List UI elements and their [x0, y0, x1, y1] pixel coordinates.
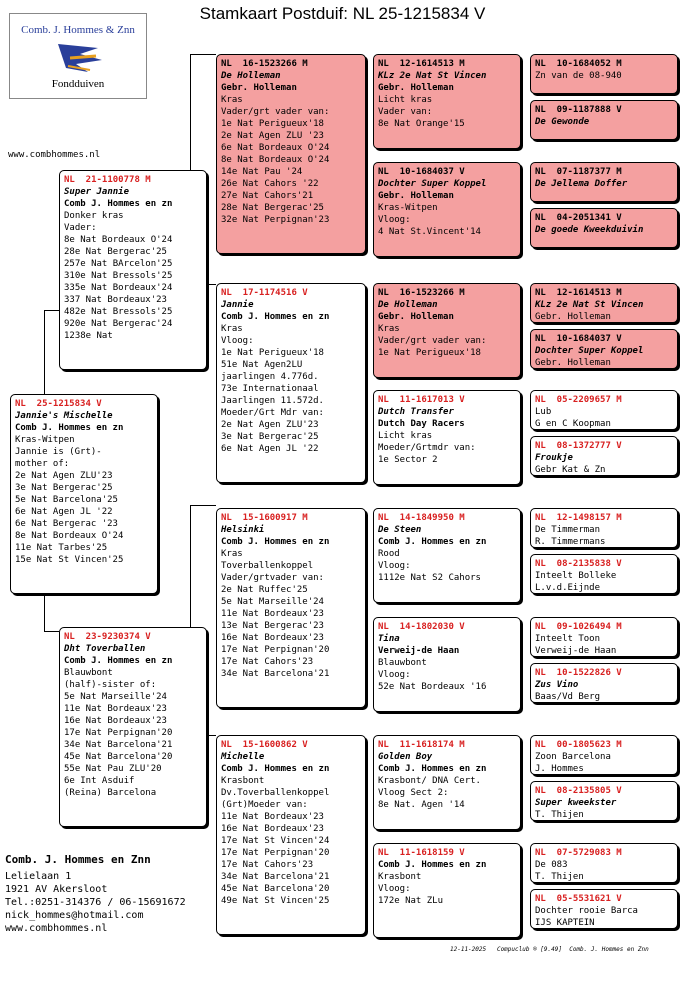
pedigree-card-g2	[530, 100, 678, 140]
card-line: 8e Nat Bordeaux O'24	[15, 531, 124, 541]
ring-number: NL 04-2051341 V	[535, 213, 622, 223]
ring-number: NL 17-1174516 V	[221, 288, 308, 298]
card-line: 6e Int Asduif	[64, 776, 135, 786]
card-line: Gebr. Holleman	[535, 358, 611, 368]
pigeon-name: KLz 2e Nat St Vincen	[378, 71, 487, 81]
card-line: 27e Nat Cahors'21	[221, 191, 314, 201]
pigeon-name: Dochter Super Koppel	[535, 346, 644, 356]
connector	[190, 54, 216, 55]
pigeon-name: Helsinki	[221, 525, 265, 535]
card-line: 52e Nat Bordeaux '16	[378, 682, 487, 692]
card-line: 8e Nat. Agen '14	[378, 800, 465, 810]
pigeon-name: Tina	[378, 634, 400, 644]
card-line: Zn van de 08-940	[535, 71, 622, 81]
card-line: 11e Nat Bordeaux'23	[221, 812, 324, 822]
card-line: Inteelt Toon	[535, 634, 601, 644]
pedigree-card-g9	[530, 508, 678, 548]
pedigree-card-fff	[373, 54, 521, 149]
card-line: 32e Nat Perpignan'23	[221, 215, 330, 225]
pedigree-card-ffm	[373, 162, 521, 257]
card-line: 17e Nat Cahors'23	[221, 657, 314, 667]
card-line: Krasbont	[378, 872, 422, 882]
pedigree-card-g15	[530, 843, 678, 883]
pedigree-card-g1	[530, 54, 678, 94]
card-line: Kras	[378, 324, 400, 334]
pedigree-card-mfm	[373, 617, 521, 712]
ring-number: NL 12-1614513 M	[535, 288, 622, 298]
card-line: 8e Nat Bordeaux O'24	[221, 155, 330, 165]
card-line: Vloog:	[378, 884, 411, 894]
card-line: Comb J. Hommes en zn	[221, 537, 330, 547]
owner-name: Comb. J. Hommes en Znn	[5, 853, 151, 866]
logo-text: Comb. J. Hommes & Znn	[21, 24, 135, 36]
card-line: Toverballenkoppel	[221, 561, 314, 571]
card-line: 1e Nat Perigueux'18	[221, 348, 324, 358]
card-line: 34e Nat Barcelona'21	[221, 669, 330, 679]
card-line: Comb J. Hommes en zn	[64, 199, 173, 209]
card-line: Jaarlingen 11.572d.	[221, 396, 324, 406]
card-line: 16e Nat Bordeaux'23	[221, 824, 324, 834]
card-line: 15e Nat St Vincen'25	[15, 555, 124, 565]
card-line: Baas/Vd Berg	[535, 692, 601, 702]
ring-number: NL 11-1618159 V	[378, 848, 465, 858]
card-line: Blauwbont	[64, 668, 113, 678]
card-line: 11e Nat Bordeaux'23	[221, 609, 324, 619]
owner-phone: Tel.:0251-314376 / 06-15691672	[5, 897, 186, 908]
card-line: 8e Nat Orange'15	[378, 119, 465, 129]
card-line: Comb J. Hommes en zn	[64, 656, 173, 666]
card-line: 14e Nat Pau '24	[221, 167, 303, 177]
ring-number: NL 09-1187888 V	[535, 105, 622, 115]
connector	[44, 591, 59, 632]
ring-number: NL 05-2209657 M	[535, 395, 622, 405]
pigeon-name: Froukje	[535, 453, 573, 463]
card-line: 3e Nat Bergerac'25	[221, 432, 319, 442]
ring-number: NL 00-1805623 M	[535, 740, 622, 750]
card-line: Comb J. Hommes en zn	[221, 764, 330, 774]
pigeon-name: Michelle	[221, 752, 265, 762]
card-line: Rood	[378, 549, 400, 559]
owner-email[interactable]: nick_hommes@hotmail.com	[5, 910, 144, 921]
owner-city: 1921 AV Akersloot	[5, 884, 108, 895]
card-line: jaarlingen 4.776d.	[221, 372, 319, 382]
pigeon-name: De Holleman	[221, 71, 281, 81]
ring-number: NL 07-5729083 M	[535, 848, 622, 858]
card-line: Vader/grt vader van:	[221, 107, 330, 117]
pedigree-card-fm	[216, 283, 366, 483]
owner-block	[5, 853, 186, 935]
card-line: Licht kras	[378, 431, 433, 441]
card-line: 16e Nat Bordeaux'23	[64, 716, 167, 726]
pedigree-card-g14	[530, 781, 678, 821]
pigeon-name: Jannie	[221, 300, 254, 310]
ring-number: NL 08-1372777 V	[535, 441, 622, 451]
pedigree-card-mm	[216, 735, 366, 935]
card-line: 8e Nat Bordeaux O'24	[64, 235, 173, 245]
ring-number: NL 15-1600862 V	[221, 740, 308, 750]
card-line: Verweij-de Haan	[535, 646, 617, 656]
card-line: 49e Nat St Vincen'25	[221, 896, 330, 906]
pigeon-name: Dutch Transfer	[378, 407, 454, 417]
card-line: 16e Nat Bordeaux'23	[221, 633, 324, 643]
pigeon-name: Zus Vino	[535, 680, 579, 690]
card-line: Kras-Witpen	[15, 435, 75, 445]
pedigree-card-ff	[216, 54, 366, 254]
card-line: 45e Nat Barcelona'20	[221, 884, 330, 894]
card-line: 17e Nat St Vincen'24	[221, 836, 330, 846]
card-line: Zoon Barcelona	[535, 752, 611, 762]
footer-text: 12-11-2025 Compuclub ® [9.49] Comb. J. Hommes en Znn	[450, 946, 649, 953]
card-line: Vader van:	[378, 107, 433, 117]
pedigree-card-main	[10, 394, 158, 594]
card-line: Blauwbont	[378, 658, 427, 668]
ring-number: NL 09-1026494 M	[535, 622, 622, 632]
pigeon-name: Dochter Super Koppel	[378, 179, 487, 189]
card-line: Comb J. Hommes en zn	[378, 860, 487, 870]
pedigree-card-g8	[530, 436, 678, 476]
card-line: Kras	[221, 549, 243, 559]
pigeon-name: Jannie's Mischelle	[15, 411, 113, 421]
card-line: 11e Nat Tarbes'25	[15, 543, 108, 553]
card-line: Comb J. Hommes en zn	[15, 423, 124, 433]
card-line: 55e Nat Pau ZLU'20	[64, 764, 162, 774]
pedigree-card-g12	[530, 663, 678, 703]
pedigree-card-g5	[530, 283, 678, 323]
card-line: 13e Nat Bergerac'23	[221, 621, 324, 631]
card-line: Krasbont/ DNA Cert.	[378, 776, 481, 786]
card-line: (half)-sister of:	[64, 680, 157, 690]
ring-number: NL 10-1522826 V	[535, 668, 622, 678]
card-line: R. Timmermans	[535, 537, 606, 547]
card-line: Dochter rooie Barca	[535, 906, 638, 916]
card-line: Comb J. Hommes en zn	[221, 312, 330, 322]
card-line: J. Hommes	[535, 764, 584, 774]
card-line: 2e Nat Agen ZLU'23	[221, 420, 319, 430]
card-line: Vloog Sect 2:	[378, 788, 449, 798]
pigeon-name: De Steen	[378, 525, 422, 535]
logo-subtitle: Fondduiven	[51, 78, 105, 90]
pedigree-card-mff	[373, 508, 521, 603]
card-line: Inteelt Bolleke	[535, 571, 617, 581]
ring-number: NL 08-2135838 V	[535, 559, 622, 569]
card-line: 5e Nat Marseille'24	[221, 597, 324, 607]
card-line: Gebr. Holleman	[378, 191, 454, 201]
connector	[190, 505, 216, 506]
pedigree-card-g16	[530, 889, 678, 929]
ring-number: NL 05-5531621 V	[535, 894, 622, 904]
card-line: 11e Nat Bordeaux'23	[64, 704, 167, 714]
card-line: 920e Nat Bergerac'24	[64, 319, 173, 329]
card-line: 5e Nat Barcelona'25	[15, 495, 118, 505]
pedigree-card-g11	[530, 617, 678, 657]
card-line: Vader/grt vader van:	[378, 336, 487, 346]
card-line: Verweij-de Haan	[378, 646, 460, 656]
card-line: Dv.Toverballenkoppel	[221, 788, 330, 798]
ring-number: NL 10-1684037 V	[535, 334, 622, 344]
ring-number: NL 10-1684052 M	[535, 59, 622, 69]
card-line: Jannie is (Grt)-	[15, 447, 102, 457]
ring-number: NL 16-1523266 M	[221, 59, 308, 69]
ring-number: NL 07-1187377 M	[535, 167, 622, 177]
card-line: 257e Nat BArcelon'25	[64, 259, 173, 269]
card-line: Vloog:	[378, 670, 411, 680]
ring-number: NL 12-1498157 M	[535, 513, 622, 523]
pigeon-name: KLz 2e Nat St Vincen	[535, 300, 644, 310]
card-line: 34e Nat Barcelona'21	[64, 740, 173, 750]
card-line: Gebr. Holleman	[378, 312, 454, 322]
pedigree-card-mmf	[373, 735, 521, 830]
ring-number: NL 11-1618174 M	[378, 740, 465, 750]
card-line: Dutch Day Racers	[378, 419, 465, 429]
pedigree-card-fmm	[373, 390, 521, 485]
ring-number: NL 25-1215834 V	[15, 399, 102, 409]
pedigree-card-g6	[530, 329, 678, 369]
card-line: Gebr. Holleman	[535, 312, 611, 322]
card-line: Gebr. Holleman	[378, 83, 454, 93]
card-line: 1e Nat Perigueux'18	[378, 348, 481, 358]
owner-address: Lelielaan 1	[5, 871, 72, 882]
pigeon-name: De Holleman	[378, 300, 438, 310]
pigeon-name: De Gewonde	[535, 117, 590, 127]
ring-number: NL 12-1614513 M	[378, 59, 465, 69]
card-line: 1238e Nat	[64, 331, 113, 341]
card-line: 4 Nat St.Vincent'14	[378, 227, 481, 237]
card-line: 335e Nat Bordeaux'24	[64, 283, 173, 293]
card-line: 6e Nat Agen JL '22	[221, 444, 319, 454]
ring-number: NL 14-1849950 M	[378, 513, 465, 523]
card-line: 28e Nat Bergerac'25	[221, 203, 324, 213]
ring-number: NL 21-1100778 M	[64, 175, 151, 185]
card-line: 6e Nat Bergerac '23	[15, 519, 118, 529]
pedigree-card-f	[59, 170, 207, 370]
card-line: Vloog:	[221, 336, 254, 346]
card-line: T. Thijen	[535, 810, 584, 820]
pedigree-card-g13	[530, 735, 678, 775]
ring-number: NL 11-1617013 V	[378, 395, 465, 405]
connector	[44, 310, 59, 397]
card-line: Licht kras	[378, 95, 433, 105]
card-line: Lub	[535, 407, 552, 417]
card-line: 5e Nat Marseille'24	[64, 692, 167, 702]
pigeon-name: Super kweekster	[535, 798, 617, 808]
pigeon-name: De goede Kweekduivin	[535, 225, 644, 235]
card-line: 1e Nat Perigueux'18	[221, 119, 324, 129]
card-line: 337 Nat Bordeaux'23	[64, 295, 167, 305]
pedigree-card-fmf	[373, 283, 521, 378]
card-line: T. Thijen	[535, 872, 584, 882]
ring-number: NL 10-1684037 V	[378, 167, 465, 177]
card-line: 2e Nat Agen ZLU'23	[15, 471, 113, 481]
ring-number: NL 16-1523266 M	[378, 288, 465, 298]
card-line: Vloog:	[378, 561, 411, 571]
pedigree-card-g4	[530, 208, 678, 248]
ring-number: NL 15-1600917 M	[221, 513, 308, 523]
card-line: IJS KAPTEIN	[535, 918, 595, 928]
pedigree-card-mmm	[373, 843, 521, 938]
card-line: Moeder/Grtmdr van:	[378, 443, 476, 453]
card-line: Gebr Kat & Zn	[535, 465, 606, 475]
card-line: (Reina) Barcelona	[64, 788, 157, 798]
card-line: Donker kras	[64, 211, 124, 221]
card-line: Vader/grtvader van:	[221, 573, 324, 583]
card-line: L.v.d.Eijnde	[535, 583, 601, 593]
card-line: Kras-Witpen	[378, 203, 438, 213]
card-line: mother of:	[15, 459, 70, 469]
card-line: 482e Nat Bressols'25	[64, 307, 173, 317]
card-line: Comb J. Hommes en zn	[378, 764, 487, 774]
card-line: Vader:	[64, 223, 97, 233]
card-line: 2e Nat Agen ZLU '23	[221, 131, 324, 141]
card-line: 45e Nat Barcelona'20	[64, 752, 173, 762]
pigeon-name: De Jellema Doffer	[535, 179, 628, 189]
pigeon-name: Dht Toverballen	[64, 644, 146, 654]
website-link[interactable]: www.combhommes.nl	[8, 150, 101, 160]
card-line: Comb J. Hommes en zn	[378, 537, 487, 547]
card-line: 2e Nat Ruffec'25	[221, 585, 308, 595]
pedigree-card-g10	[530, 554, 678, 594]
card-line: 3e Nat Bergerac'25	[15, 483, 113, 493]
card-line: 17e Nat Cahors'23	[221, 860, 314, 870]
ring-number: NL 08-2135805 V	[535, 786, 622, 796]
card-line: 26e Nat Cahors '22	[221, 179, 319, 189]
page-title: Stamkaart Postduif: NL 25-1215834 V	[199, 4, 486, 23]
owner-website[interactable]: www.combhommes.nl	[5, 923, 108, 934]
card-line: De 083	[535, 860, 568, 870]
card-line: 17e Nat Perpignan'20	[221, 645, 330, 655]
ring-number: NL 14-1802030 V	[378, 622, 465, 632]
card-line: Krasbont	[221, 776, 265, 786]
pedigree-card-m	[59, 627, 207, 827]
card-line: 28e Nat Bergerac'25	[64, 247, 167, 257]
card-line: (Grt)Moeder van:	[221, 800, 308, 810]
ring-number: NL 23-9230374 V	[64, 632, 151, 642]
card-line: 172e Nat ZLu	[378, 896, 444, 906]
card-line: 6e Nat Agen JL '22	[15, 507, 113, 517]
card-line: Kras	[221, 324, 243, 334]
pedigree-card-g7	[530, 390, 678, 430]
card-line: 17e Nat Perpignan'20	[64, 728, 173, 738]
pedigree-card-g3	[530, 162, 678, 202]
card-line: 17e Nat Perpignan'20	[221, 848, 330, 858]
pigeon-name: Super Jannie	[64, 187, 130, 197]
card-line: 1112e Nat S2 Cahors	[378, 573, 481, 583]
card-line: 51e Nat Agen2LU	[221, 360, 303, 370]
card-line: Kras	[221, 95, 243, 105]
logo	[9, 13, 147, 99]
card-line: 310e Nat Bressols'25	[64, 271, 173, 281]
card-line: 73e Internationaal	[221, 384, 319, 394]
pigeon-name: Golden Boy	[378, 752, 433, 762]
card-line: 34e Nat Barcelona'21	[221, 872, 330, 882]
card-line: Moeder/Grt Mdr van:	[221, 408, 324, 418]
card-line: Gebr. Holleman	[221, 83, 297, 93]
card-line: 1e Sector 2	[378, 455, 438, 465]
card-line: Vloog:	[378, 215, 411, 225]
card-line: 6e Nat Bordeaux O'24	[221, 143, 330, 153]
card-line: De Timmerman	[535, 525, 601, 535]
pedigree-card-mf	[216, 508, 366, 708]
card-line: G en C Koopman	[535, 419, 611, 429]
